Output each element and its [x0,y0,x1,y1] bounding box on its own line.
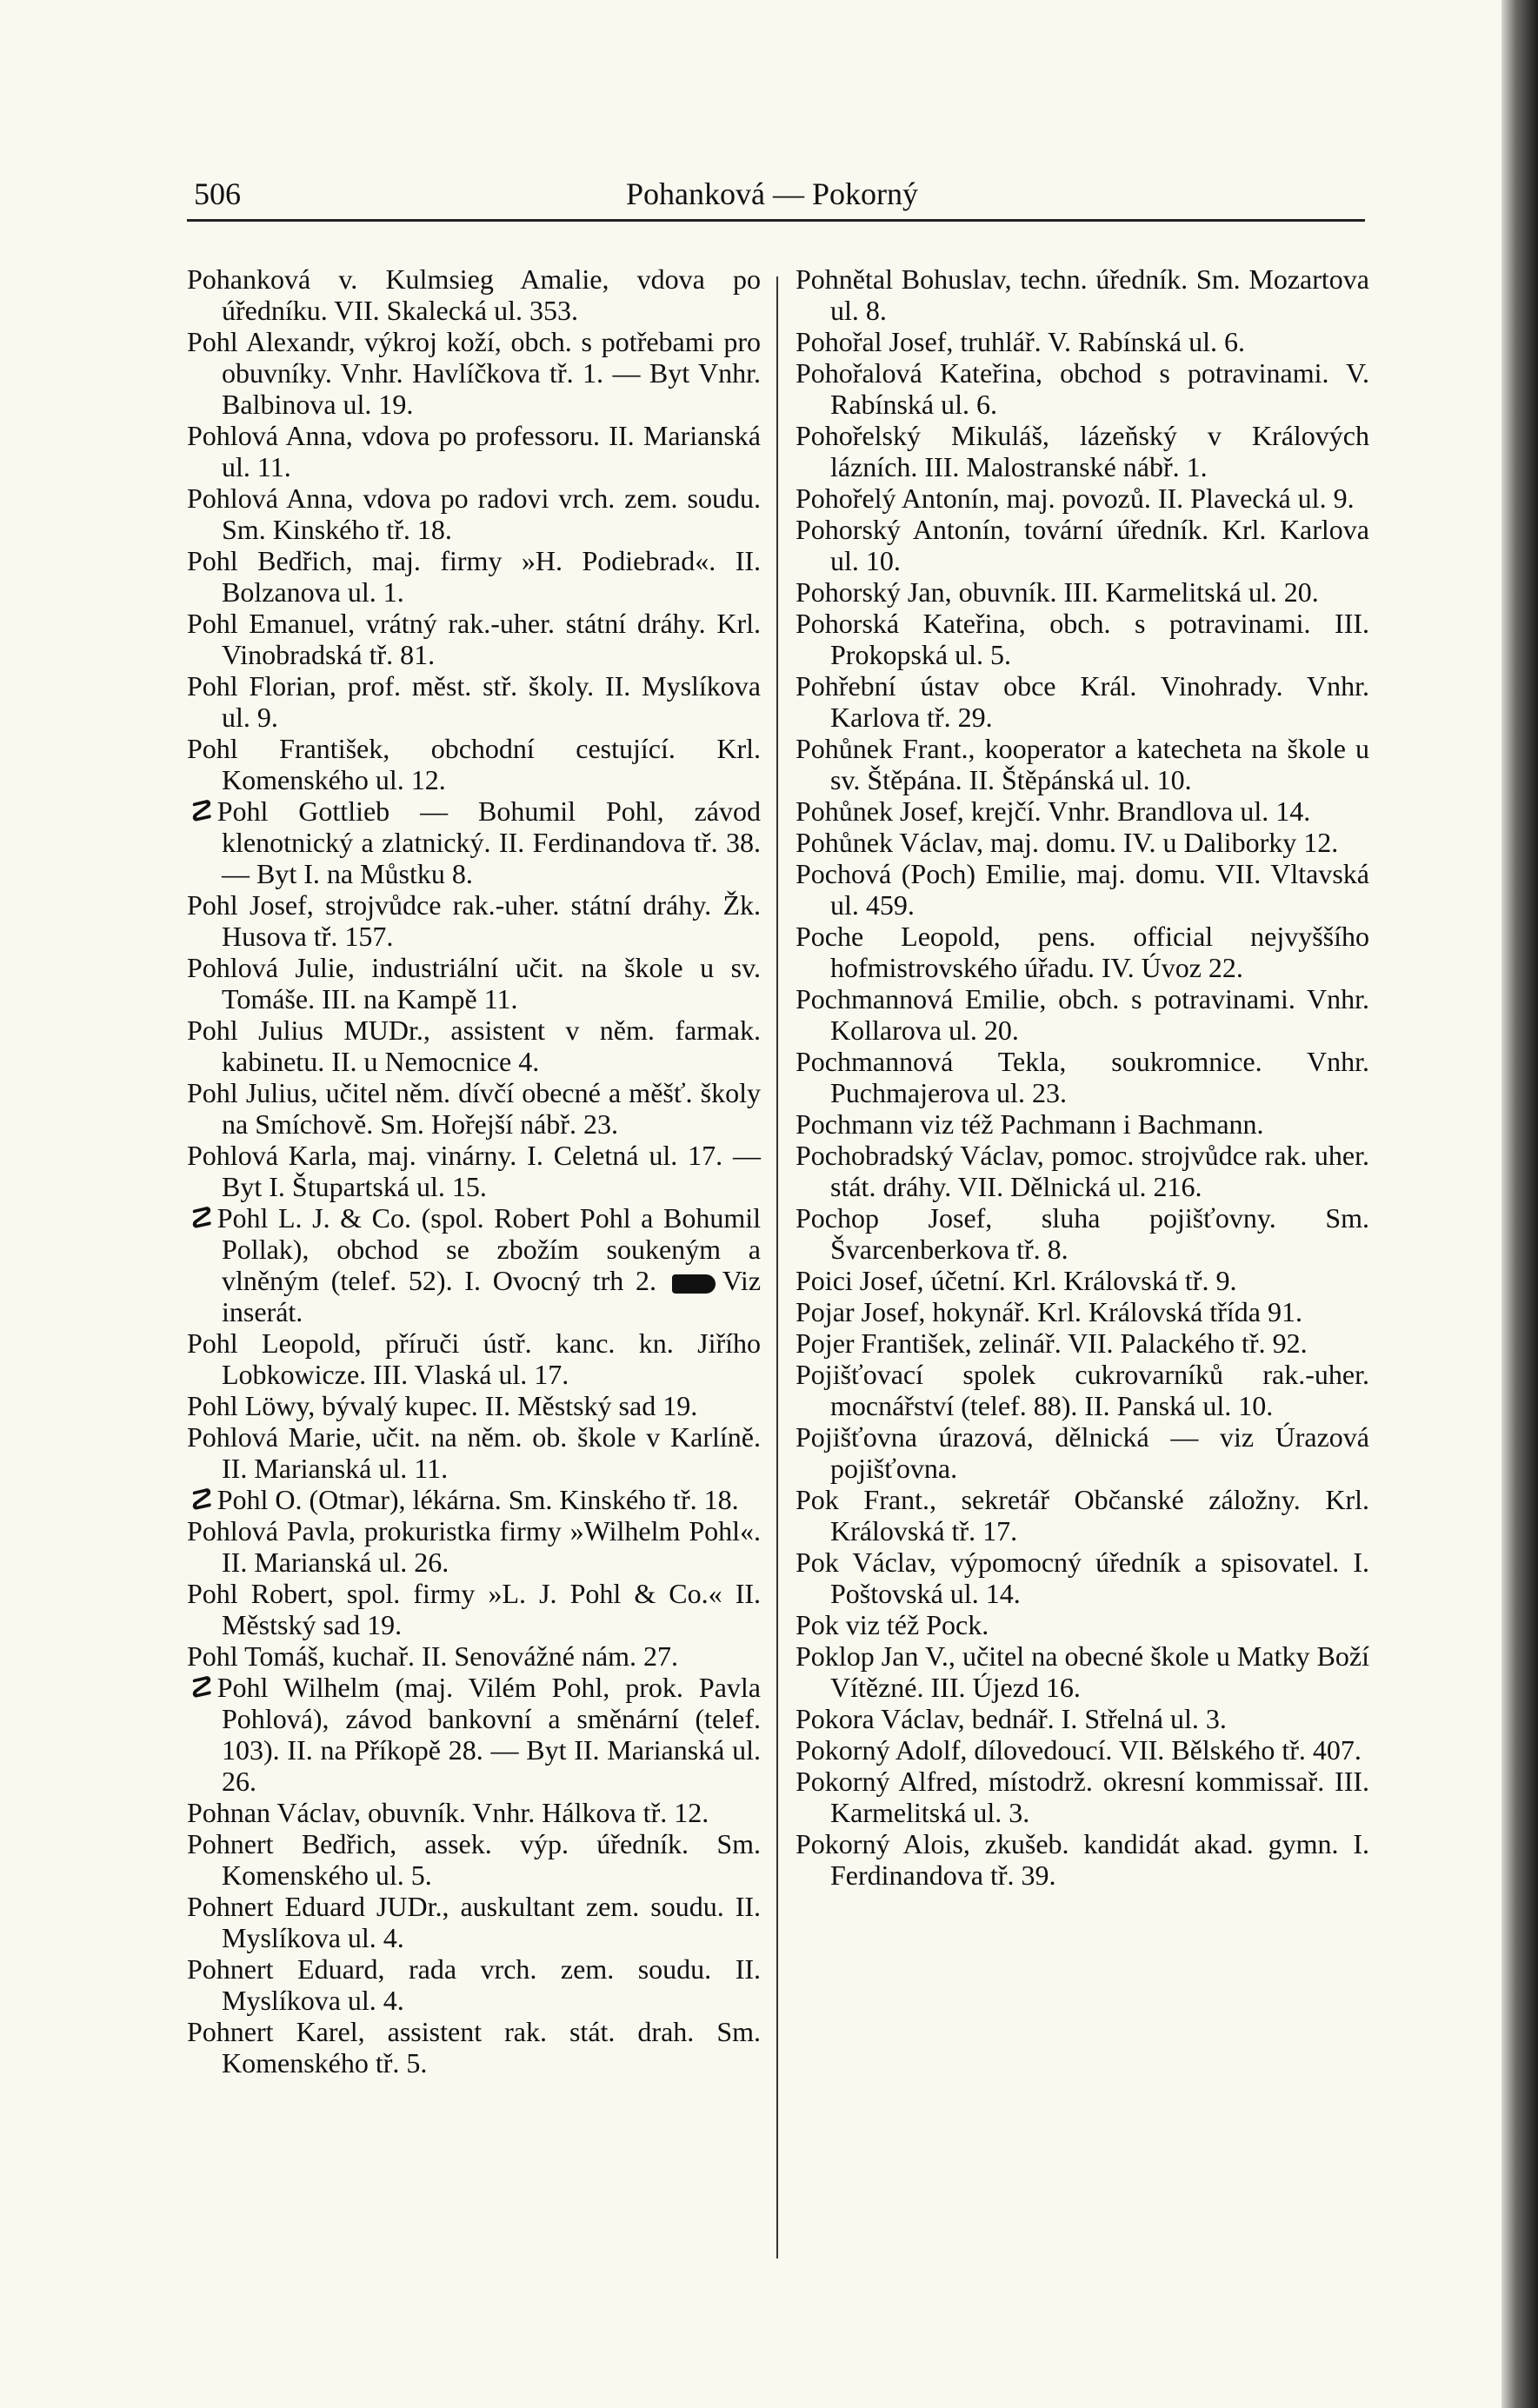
directory-entry-marked: ☡ Pohl Wilhelm (maj. Vilém Pohl, prok. Pavla Pohlová), závod bankovní a směnární (telef. 103). II. na Příkopě 28. — Byt II. Marianská ul. 26. [187,1672,761,1797]
marker-icon: ☡ [187,795,212,827]
running-head: Pohanková — Pokorný [626,176,918,211]
directory-entry: Pochmannová Emilie, obch. s potravinami. Vnhr. Kollarova ul. 20. [796,983,1369,1046]
directory-entry: Pohořelý Antonín, maj. povozů. II. Plavecká ul. 9. [796,482,1355,514]
left-column [187,263,761,2079]
directory-entry: Pohůnek Václav, maj. domu. IV. u Daliborky 12. [796,827,1339,858]
directory-entry: Pokorný Adolf, dílovedoucí. VII. Bělského tř. 407. [796,1734,1362,1766]
inserat-note: Viz inserát. [222,1265,762,1327]
marker-icon: ☡ [187,1484,212,1515]
directory-entry: Pohnětal Bohuslav, techn. úředník. Sm. Mozartova ul. 8. [796,263,1369,326]
directory-entry: Pohnert Eduard JUDr., auskultant zem. soudu. II. Myslíkova ul. 4. [187,1891,761,1953]
directory-entry: Pohlová Anna, vdova po professoru. II. Marianská ul. 11. [187,420,761,482]
directory-entry: Pochmann viz též Pachmann i Bachmann. [796,1108,1264,1140]
page-number: 506 [194,176,241,211]
directory-entry: Pohl Leopold, příruči ústř. kanc. kn. Jiřího Lobkowicze. III. Vlaská ul. 17. [187,1327,761,1390]
directory-entry: Pohůnek Josef, krejčí. Vnhr. Brandlova ul. 14. [796,795,1311,827]
directory-entry: Pok viz též Pock. [796,1609,989,1640]
directory-entry: Pohanková v. Kulmsieg Amalie, vdova po úředníku. VII. Skalecká ul. 353. [187,263,761,326]
directory-entry: Pochmannová Tekla, soukromnice. Vnhr. Puchmajerova ul. 23. [796,1046,1369,1108]
directory-entry: Pohl Julius MUDr., assistent v něm. farmak. kabinetu. II. u Nemocnice 4. [187,1014,761,1077]
directory-entry: Pohl František, obchodní cestující. Krl. Komenského ul. 12. [187,733,761,795]
directory-entry: Pojer František, zelinář. VII. Palackého tř. 92. [796,1327,1308,1359]
directory-entry: Pohl Florian, prof. měst. stř. školy. II. Myslíkova ul. 9. [187,670,761,733]
directory-entry: Pojišťovací spolek cukrovarníků rak.-uher. mocnářství (telef. 88). II. Panská ul. 10. [796,1359,1369,1421]
right-column [796,263,1369,1891]
directory-entry: Poklop Jan V., učitel na obecné škole u Matky Boží Vítězné. III. Újezd 16. [796,1640,1369,1703]
directory-entry: Pohnert Bedřich, assek. výp. úředník. Sm. Komenského ul. 5. [187,1828,761,1891]
directory-entry: Pohřební ústav obce Král. Vinohrady. Vnhr. Karlova tř. 29. [796,670,1369,733]
page-header [187,167,1365,219]
directory-entry: Pohořal Josef, truhlář. V. Rabínská ul. 6. [796,326,1245,357]
directory-entry: Pohorský Jan, obuvník. III. Karmelitská ul. 20. [796,576,1319,608]
directory-entry: Pohnert Eduard, rada vrch. zem. soudu. II. Myslíkova ul. 4. [187,1953,761,2016]
directory-entry: Pohl Josef, strojvůdce rak.-uher. státní dráhy. Žk. Husova tř. 157. [187,889,761,952]
directory-entry-marked: ☡ Pohl Gottlieb — Bohumil Pohl, závod klenotnický a zlatnický. II. Ferdinandova tř. 38. — Byt I. na Můstku 8. [187,795,761,889]
marker-icon: ☡ [187,1202,212,1234]
directory-entry: Poici Josef, účetní. Krl. Královská tř. 9. [796,1265,1237,1296]
directory-entry: Pohnert Karel, assistent rak. stát. drah. Sm. Komenského tř. 5. [187,2016,761,2079]
directory-entry-marked: ☡ Pohl O. (Otmar), lékárna. Sm. Kinského tř. 18. [187,1484,739,1515]
column-divider [776,276,778,2258]
directory-entry: Pohl Emanuel, vrátný rak.-uher. státní dráhy. Krl. Vinobradská tř. 81. [187,608,761,670]
directory-entry: Poche Leopold, pens. official nejvyššího hofmistrovského úřadu. IV. Úvoz 22. [796,921,1369,983]
hand-icon [672,1274,716,1294]
directory-entry: Pochová (Poch) Emilie, maj. domu. VII. Vltavská ul. 459. [796,858,1369,921]
header-rule [187,219,1365,222]
directory-entry: Pok Václav, výpomocný úředník a spisovatel. I. Poštovská ul. 14. [796,1547,1369,1609]
directory-entry: Pohlová Pavla, prokuristka firmy »Wilhelm Pohl«. II. Marianská ul. 26. [187,1515,761,1578]
directory-entry: Pohl Löwy, bývalý kupec. II. Městský sad 19. [187,1390,698,1421]
directory-entry: Pohorská Kateřina, obch. s potravinami. III. Prokopská ul. 5. [796,608,1369,670]
marker-icon: ☡ [187,1672,212,1703]
directory-entry: Pojar Josef, hokynář. Krl. Královská třída 91. [796,1296,1302,1327]
directory-entry: Pohlová Marie, učit. na něm. ob. škole v Karlíně. II. Marianská ul. 11. [187,1421,761,1484]
directory-entry: Pohlová Anna, vdova po radovi vrch. zem. soudu. Sm. Kinského tř. 18. [187,482,761,545]
directory-entry: Pohl Tomáš, kuchař. II. Senovážné nám. 27. [187,1640,679,1672]
directory-entry: Pohl Robert, spol. firmy »L. J. Pohl & Co.« II. Městský sad 19. [187,1578,761,1640]
directory-entry-marked: ☡ Pohl L. J. & Co. (spol. Robert Pohl a Bohumil Pollak), obchod se zbožím soukeným a vlněným (telef. 52). I. Ovocný trh 2. Viz inserát. [187,1202,762,1327]
directory-entry: Pochobradský Václav, pomoc. strojvůdce rak. uher. stát. dráhy. VII. Dělnická ul. 216. [796,1140,1369,1202]
directory-entry: Pohl Julius, učitel něm. dívčí obecné a měšť. školy na Smíchově. Sm. Hořejší nábř. 23. [187,1077,761,1140]
directory-entry: Pohorský Antonín, tovární úředník. Krl. Karlova ul. 10. [796,514,1369,576]
directory-entry: Pochop Josef, sluha pojišťovny. Sm. Švarcenberkova tř. 8. [796,1202,1369,1265]
directory-entry: Pohl Bedřich, maj. firmy »H. Podiebrad«. II. Bolzanova ul. 1. [187,545,761,608]
directory-entry: Pohůnek Frant., kooperator a katecheta na škole u sv. Štěpána. II. Štěpánská ul. 10. [796,733,1369,795]
directory-entry: Pojišťovna úrazová, dělnická — viz Úrazová pojišťovna. [796,1421,1369,1484]
directory-entry: Pokorný Alfred, místodrž. okresní kommissař. III. Karmelitská ul. 3. [796,1766,1369,1828]
directory-entry: Pok Frant., sekretář Občanské záložny. Krl. Královská tř. 17. [796,1484,1369,1547]
directory-entry: Pokorný Alois, zkušeb. kandidát akad. gymn. I. Ferdinandova tř. 39. [796,1828,1369,1891]
page-edge-shadow [1501,0,1538,2408]
directory-entry: Pohořelský Mikuláš, lázeňský v Králových lázních. III. Malostranské nábř. 1. [796,420,1369,482]
directory-entry: Pohlová Karla, maj. vinárny. I. Celetná ul. 17. — Byt I. Štupartská ul. 15. [187,1140,761,1202]
directory-entry: Pohlová Julie, industriální učit. na škole u sv. Tomáše. III. na Kampě 11. [187,952,761,1014]
directory-entry: Pohořalová Kateřina, obchod s potravinami. V. Rabínská ul. 6. [796,357,1369,420]
directory-entry: Pokora Václav, bednář. I. Střelná ul. 3. [796,1703,1227,1734]
directory-entry: Pohl Alexandr, výkroj koží, obch. s potřebami pro obuvníky. Vnhr. Havlíčkova tř. 1. — Byt Vnhr. Balbinova ul. 19. [187,326,761,420]
directory-entry: Pohnan Václav, obuvník. Vnhr. Hálkova tř. 12. [187,1797,709,1828]
